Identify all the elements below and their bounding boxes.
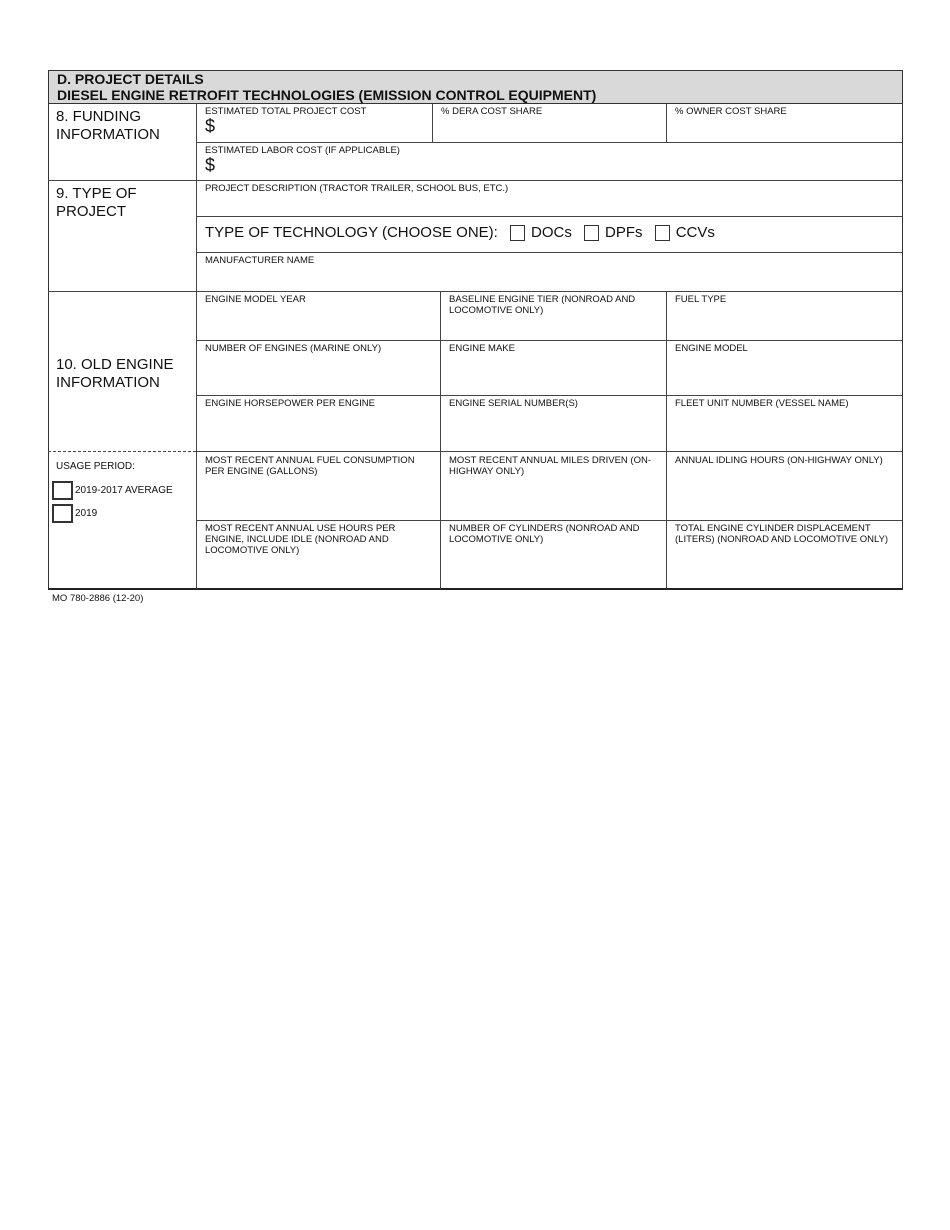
usage-period bbox=[48, 451, 196, 590]
engine-field[interactable]: ENGINE SERIAL NUMBER(S) bbox=[440, 395, 666, 451]
usage-field[interactable]: MOST RECENT ANNUAL FUEL CONSUMPTION PER ENGINE (GALLONS) bbox=[196, 451, 440, 520]
total-cost-label: ESTIMATED TOTAL PROJECT COST bbox=[205, 106, 367, 117]
engine-field[interactable]: ENGINE MODEL bbox=[666, 340, 902, 395]
usage-field[interactable]: NUMBER OF CYLINDERS (NONROAD AND LOCOMOTIVE ONLY) bbox=[440, 520, 666, 589]
usage-field[interactable]: ANNUAL IDLING HOURS (ON-HIGHWAY ONLY) bbox=[666, 451, 902, 520]
dera-share-field[interactable]: % DERA COST SHARE bbox=[432, 104, 666, 142]
funding-label: 8. FUNDING INFORMATION bbox=[56, 108, 160, 143]
project-description-field[interactable]: PROJECT DESCRIPTION (TRACTOR TRAILER, SCHOOL BUS, ETC.) bbox=[196, 180, 902, 216]
section-subtitle: DIESEL ENGINE RETROFIT TECHNOLOGIES (EMISSION CONTROL EQUIPMENT) bbox=[57, 87, 597, 103]
usage-field[interactable]: MOST RECENT ANNUAL MILES DRIVEN (ON-HIGHWAY ONLY) bbox=[440, 451, 666, 520]
option-label: 2019 bbox=[75, 508, 98, 520]
checkbox-ccvs[interactable] bbox=[655, 225, 670, 241]
labor-cost-field[interactable] bbox=[196, 142, 902, 180]
usage-field[interactable]: MOST RECENT ANNUAL USE HOURS PER ENGINE, INCLUDE IDLE (NONROAD AND LOCOMOTIVE ONLY) bbox=[196, 520, 440, 589]
checkbox-docs[interactable] bbox=[510, 225, 525, 241]
ccvs-label: CCVs bbox=[675, 224, 715, 241]
section-title: D. PROJECT DETAILS bbox=[57, 71, 204, 87]
dollar-sign: $ bbox=[205, 155, 216, 175]
manufacturer-field[interactable]: MANUFACTURER NAME bbox=[196, 252, 902, 291]
engine-field[interactable]: ENGINE MAKE bbox=[440, 340, 666, 395]
technology-label: TYPE OF TECHNOLOGY (CHOOSE ONE): bbox=[205, 224, 498, 241]
technology-row bbox=[196, 216, 902, 252]
total-cost-field[interactable] bbox=[196, 104, 432, 142]
checkbox-2019[interactable] bbox=[52, 504, 73, 523]
owner-share-field[interactable]: % OWNER COST SHARE bbox=[666, 104, 902, 142]
section-header bbox=[48, 70, 903, 104]
dpfs-label: DPFs bbox=[605, 224, 643, 241]
checkbox-2019-2017-average[interactable] bbox=[52, 481, 73, 500]
engine-field[interactable]: ENGINE MODEL YEAR bbox=[196, 291, 440, 340]
option-label: 2019-2017 AVERAGE bbox=[75, 485, 173, 497]
usage-period-label: USAGE PERIOD: bbox=[56, 461, 135, 472]
checkbox-dpfs[interactable] bbox=[584, 225, 599, 241]
engine-field[interactable]: FLEET UNIT NUMBER (VESSEL NAME) bbox=[666, 395, 902, 451]
engine-field[interactable]: BASELINE ENGINE TIER (NONROAD AND LOCOMOTIVE ONLY) bbox=[440, 291, 666, 340]
engine-field[interactable]: NUMBER OF ENGINES (MARINE ONLY) bbox=[196, 340, 440, 395]
dollar-sign: $ bbox=[205, 116, 216, 136]
labor-cost-label: ESTIMATED LABOR COST (IF APPLICABLE) bbox=[205, 145, 400, 156]
engine-field[interactable]: ENGINE HORSEPOWER PER ENGINE bbox=[196, 395, 440, 451]
form-number: MO 780-2886 (12-20) bbox=[52, 593, 144, 604]
usage-field[interactable]: TOTAL ENGINE CYLINDER DISPLACEMENT (LITERS) (NONROAD AND LOCOMOTIVE ONLY) bbox=[666, 520, 902, 589]
docs-label: DOCs bbox=[531, 224, 572, 241]
engine-field[interactable]: FUEL TYPE bbox=[666, 291, 902, 340]
old-engine-label: 10. OLD ENGINE INFORMATION bbox=[48, 291, 196, 451]
project-label: 9. TYPE OF PROJECT bbox=[48, 180, 196, 291]
